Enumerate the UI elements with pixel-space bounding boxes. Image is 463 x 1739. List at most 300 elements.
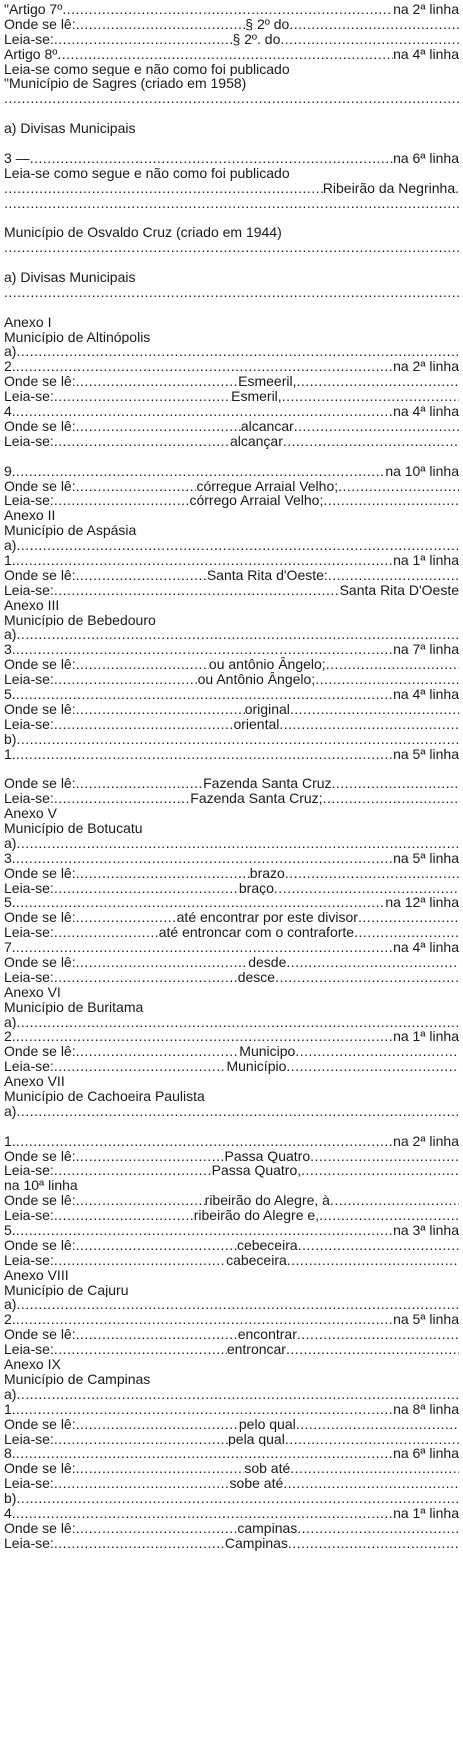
line-text: Leia-se: (4, 433, 54, 449)
dot-leader (280, 32, 459, 47)
errata-line (4, 1432, 459, 1447)
line-text: Leia-se: (4, 716, 54, 732)
errata-line (4, 17, 459, 32)
line-text: Onde se lê: (4, 478, 76, 494)
line-text: Anexo V (4, 806, 57, 821)
errata-line (4, 642, 459, 657)
errata-line (4, 1193, 459, 1208)
line-text: Municipo (239, 1044, 296, 1060)
errata-line (4, 955, 459, 970)
line-text: Onde se lê: (4, 374, 76, 390)
errata-line (4, 91, 459, 106)
line-text: na 7ª linha (393, 642, 459, 658)
errata-line (4, 732, 459, 747)
dot-leader (76, 1521, 238, 1536)
dot-leader (76, 17, 246, 32)
line-text: córrego Arraial Velho; (189, 493, 324, 509)
line-text: a) Divisas Municipais (4, 270, 136, 285)
line-text: na 5ª linha (393, 746, 459, 762)
errata-line (4, 583, 459, 598)
line-text: campinas (237, 1520, 298, 1536)
errata-line (4, 657, 459, 672)
dot-leader (279, 717, 459, 732)
dot-leader (16, 1506, 393, 1521)
line-text: Onde se lê: (4, 910, 76, 926)
dot-leader (290, 1461, 459, 1476)
dot-leader (54, 32, 233, 47)
dot-leader (16, 895, 386, 910)
errata-line (4, 985, 459, 1000)
line-text: Anexo II (4, 508, 56, 524)
dot-leader (54, 881, 239, 896)
line-text: na 5ª linha (393, 1312, 459, 1328)
errata-line (4, 1059, 459, 1074)
errata-line (4, 62, 459, 77)
line-text: ou Antônio Ângelo; (197, 672, 316, 687)
line-text: na 5ª linha (393, 850, 459, 866)
line-text: "Município de Sagres (criado em 1958) (4, 76, 247, 92)
line-text: Leia-se: (4, 1163, 54, 1179)
errata-line (4, 389, 459, 404)
dot-leader (76, 479, 197, 494)
line-text: Município de Aspásia (4, 523, 137, 539)
dot-leader (16, 836, 459, 851)
line-text: Onde se lê: (4, 16, 76, 32)
line-text: 3. (4, 850, 16, 866)
dot-leader (16, 940, 393, 955)
dot-leader (315, 672, 459, 687)
line-text: 2. (4, 1029, 16, 1045)
line-text: Leia-se: (4, 672, 54, 687)
line-text: Leia-se: (4, 925, 54, 941)
dot-leader (16, 538, 459, 553)
dot-leader (76, 955, 249, 970)
line-text: Município de Cajuru (4, 1282, 129, 1298)
line-text: Passa Quatro, (211, 1163, 302, 1179)
line-text: a) (4, 1297, 17, 1313)
line-text: Onde se lê: (4, 701, 76, 717)
dot-leader (76, 702, 245, 717)
blank-line (4, 300, 459, 315)
errata-line (4, 940, 459, 955)
line-text: b) (4, 1491, 17, 1506)
dot-leader (296, 374, 459, 389)
line-text: Leia-se: (4, 969, 54, 985)
errata-line (4, 553, 459, 568)
errata-line (4, 1387, 459, 1402)
errata-line (4, 1536, 459, 1551)
dot-leader (54, 791, 190, 806)
line-text: Município de Osvaldo Cruz (criado em 1944) (4, 225, 282, 241)
dot-leader (16, 553, 393, 568)
blank-line (4, 136, 459, 151)
line-text: na 2ª linha (393, 2, 459, 17)
line-text: a) (4, 1386, 17, 1402)
errata-line (4, 1223, 459, 1238)
line-text: Onde se lê: (4, 1148, 76, 1164)
line-text: Passa Quatro (224, 1148, 311, 1164)
dot-leader (16, 851, 393, 866)
line-text: na 4ª linha (393, 940, 459, 955)
line-text: Anexo VI (4, 984, 61, 1000)
dot-leader (330, 1193, 459, 1208)
dot-leader (323, 791, 459, 806)
line-text: na 3ª linha (393, 1223, 459, 1238)
dot-leader (16, 642, 393, 657)
blank-line (4, 210, 459, 225)
dot-leader (54, 1342, 227, 1357)
dot-leader (76, 374, 239, 389)
dot-leader (54, 1208, 194, 1223)
dot-leader (16, 747, 393, 762)
dot-leader (76, 1044, 240, 1059)
line-text: cebeceira (236, 1237, 298, 1253)
dot-leader (274, 881, 459, 896)
dot-leader (57, 47, 393, 62)
dot-leader (282, 389, 459, 404)
dot-leader (54, 1163, 212, 1178)
line-text: Município de Bebedouro (4, 612, 156, 628)
dot-leader (16, 732, 459, 747)
errata-line (4, 523, 459, 538)
errata-line (4, 1029, 459, 1044)
line-text: na 6ª linha (393, 150, 459, 166)
line-text: Onde se lê: (4, 567, 76, 583)
blank-line (4, 449, 459, 464)
errata-line (4, 479, 459, 494)
line-text: 1. (4, 552, 16, 568)
errata-line (4, 568, 459, 583)
dot-leader (54, 1476, 230, 1491)
line-text: 5. (4, 686, 16, 702)
line-text: Leia-se como segue e não como foi publicado (4, 165, 290, 181)
dot-leader (286, 1059, 459, 1074)
dot-leader (54, 970, 238, 985)
line-text: Onde se lê: (4, 1044, 76, 1060)
dot-leader (4, 181, 323, 196)
dot-leader (286, 955, 459, 970)
dot-leader (4, 240, 459, 255)
line-text: Onde se lê: (4, 418, 76, 434)
errata-line (4, 1104, 459, 1119)
errata-line (4, 1149, 459, 1164)
line-text: córregue Arraial Velho; (196, 478, 339, 494)
line-text: Anexo I (4, 314, 52, 330)
dot-leader (286, 1342, 459, 1357)
errata-line (4, 836, 459, 851)
line-text: Município de Buritama (4, 999, 144, 1015)
dot-leader (296, 1417, 459, 1432)
blank-line (4, 761, 459, 776)
dot-leader (54, 1253, 226, 1268)
line-text: a) (4, 835, 17, 851)
line-text: Santa Rita d'Oeste: (206, 567, 328, 583)
errata-line (4, 225, 459, 240)
errata-line (4, 1283, 459, 1298)
dot-leader (275, 970, 459, 985)
dot-leader (76, 1238, 237, 1253)
errata-line (4, 434, 459, 449)
dot-leader (54, 672, 198, 687)
line-text: Onde se lê: (4, 776, 76, 792)
line-text: sob até (244, 1461, 291, 1477)
errata-line (4, 1253, 459, 1268)
errata-line (4, 1000, 459, 1015)
line-text: a) (4, 1103, 17, 1119)
errata-line (4, 881, 459, 896)
line-text: a) (4, 1014, 17, 1030)
line-text: Onde se lê: (4, 1416, 76, 1432)
errata-line (4, 895, 459, 910)
line-text: na 10ª linha (4, 1178, 78, 1194)
line-text: Município de Altinópolis (4, 329, 151, 345)
dot-leader (16, 1015, 459, 1030)
dot-leader (16, 359, 393, 374)
errata-line (4, 1134, 459, 1149)
dot-leader (16, 1134, 393, 1149)
line-text: desde (248, 955, 287, 970)
dot-leader (76, 776, 204, 791)
dot-leader (297, 1521, 459, 1536)
dot-leader (76, 1149, 225, 1164)
dot-leader (76, 419, 241, 434)
line-text: Município (226, 1059, 287, 1075)
line-text: cabeceira (226, 1252, 287, 1268)
errata-line (4, 1476, 459, 1491)
line-text: alcançar (229, 433, 283, 449)
dot-leader (76, 910, 177, 925)
errata-line (4, 925, 459, 940)
dot-leader (16, 1029, 393, 1044)
dot-leader (54, 583, 340, 598)
errata-line (4, 1268, 459, 1283)
line-text: na 1ª linha (393, 1029, 459, 1045)
dot-leader (290, 702, 459, 717)
errata-line (4, 508, 459, 523)
line-text: 2. (4, 1312, 16, 1328)
line-text: 7. (4, 940, 16, 955)
line-text: Leia-se: (4, 880, 54, 896)
line-text: 9. (4, 463, 16, 479)
line-text: Onde se lê: (4, 1237, 76, 1253)
line-text: sobe até (229, 1476, 284, 1492)
line-text: pelo qual (238, 1416, 296, 1432)
dot-leader (289, 17, 459, 32)
line-text: na 12ª linha (385, 895, 459, 911)
errata-line (4, 821, 459, 836)
line-text: na 1ª linha (393, 552, 459, 568)
errata-line (4, 47, 459, 62)
line-text: Anexo VIII (4, 1267, 69, 1283)
errata-line (4, 598, 459, 613)
errata-line (4, 717, 459, 732)
errata-line (4, 270, 459, 285)
dot-leader (4, 91, 459, 106)
errata-line (4, 970, 459, 985)
errata-line (4, 702, 459, 717)
dot-leader (358, 910, 459, 925)
line-text: a) (4, 627, 17, 643)
dot-leader (301, 1163, 459, 1178)
line-text: Leia-se como segue e não como foi publicado (4, 61, 290, 77)
line-text: Santa Rita D'Oeste (339, 582, 459, 598)
errata-line (4, 1491, 459, 1506)
dot-leader (76, 1417, 239, 1432)
dot-leader (76, 1461, 245, 1476)
line-text: na 10ª linha (385, 463, 459, 479)
dot-leader (319, 1208, 459, 1223)
dot-leader (283, 1476, 459, 1491)
dot-leader (16, 1223, 393, 1238)
dot-leader (16, 1104, 459, 1119)
dot-leader (54, 434, 230, 449)
errata-line (4, 1372, 459, 1387)
line-text: Fazenda Santa Cruz (203, 776, 332, 792)
line-text: ribeirão do Alegre, à (204, 1193, 330, 1209)
line-text: até encontrar por este divisor (176, 910, 358, 926)
errata-line (4, 687, 459, 702)
line-text: Ribeirão da Negrinha. (322, 180, 459, 196)
blank-line (4, 106, 459, 121)
line-text: brazo (249, 865, 285, 881)
line-text: ribeirão do Alegre e, (193, 1208, 320, 1224)
errata-line (4, 1015, 459, 1030)
dot-leader (287, 1253, 459, 1268)
dot-leader (76, 1193, 205, 1208)
dot-leader (30, 151, 393, 166)
line-text: desce (237, 969, 276, 985)
errata-line (4, 32, 459, 47)
dot-leader (76, 568, 207, 583)
dot-leader (4, 285, 459, 300)
dot-leader (283, 434, 459, 449)
line-text: 5. (4, 1223, 16, 1238)
errata-line (4, 1208, 459, 1223)
dot-leader (298, 1238, 459, 1253)
errata-line (4, 866, 459, 881)
errata-line (4, 1521, 459, 1536)
dot-leader (295, 1044, 459, 1059)
errata-line (4, 330, 459, 345)
line-text: Leia-se: (4, 1342, 54, 1358)
line-text: na 2ª linha (393, 1133, 459, 1149)
line-text: Esmeeril, (238, 374, 297, 390)
errata-line (4, 1506, 459, 1521)
line-text: na 8ª linha (393, 1401, 459, 1417)
line-text: na 4ª linha (393, 46, 459, 62)
errata-line (4, 196, 459, 211)
line-text: Onde se lê: (4, 1327, 76, 1343)
line-text: 3 — (4, 150, 30, 166)
line-text: até entroncar com o contraforte (158, 925, 355, 941)
line-text: na 2ª linha (393, 359, 459, 375)
line-text: § 2º do (245, 16, 290, 32)
line-text: 2. (4, 359, 16, 375)
line-text: na 6ª linha (393, 1446, 459, 1462)
line-text: braço (238, 880, 274, 896)
line-text: 5. (4, 895, 16, 911)
errata-line (4, 776, 459, 791)
errata-line (4, 2, 459, 17)
line-text: a) Divisas Municipais (4, 121, 136, 137)
dot-leader (54, 1059, 227, 1074)
line-text: encontrar (237, 1327, 297, 1343)
line-text: alcancar (240, 418, 294, 434)
line-text: Onde se lê: (4, 1461, 76, 1477)
line-text: b) (4, 731, 17, 747)
dot-leader (16, 1387, 459, 1402)
dot-leader (285, 866, 459, 881)
errata-line (4, 1417, 459, 1432)
dot-leader (285, 1432, 459, 1447)
errata-line (4, 419, 459, 434)
line-text: Onde se lê: (4, 865, 76, 881)
dot-leader (54, 717, 234, 732)
dot-leader (294, 419, 459, 434)
line-text: Onde se lê: (4, 1193, 76, 1209)
line-text: Município de Cachoeira Paulista (4, 1089, 205, 1104)
line-text: Leia-se: (4, 1252, 54, 1268)
line-text: Esmeril, (231, 389, 282, 405)
line-text: 8. (4, 1446, 16, 1462)
errata-line (4, 464, 459, 479)
dot-leader (16, 1297, 459, 1312)
dot-leader (323, 493, 459, 508)
dot-leader (62, 2, 393, 17)
errata-line (4, 1297, 459, 1312)
line-text: Onde se lê: (4, 955, 76, 970)
line-text: 1. (4, 1133, 16, 1149)
dot-leader (297, 1327, 459, 1342)
line-text: na 4ª linha (393, 686, 459, 702)
errata-line (4, 791, 459, 806)
line-text: Anexo III (4, 597, 60, 613)
line-text: Leia-se: (4, 791, 54, 807)
line-text: Município de Campinas (4, 1371, 151, 1387)
errata-line (4, 76, 459, 91)
dot-leader (54, 925, 159, 940)
errata-line (4, 151, 459, 166)
line-text: ou antônio Ângelo; (208, 657, 326, 673)
line-text: 3. (4, 642, 16, 658)
dot-leader (326, 657, 459, 672)
dot-leader (16, 1312, 393, 1327)
errata-line (4, 1342, 459, 1357)
dot-leader (76, 1327, 238, 1342)
errata-line (4, 1178, 459, 1193)
line-text: Campinas (224, 1535, 288, 1551)
line-text: 1. (4, 746, 16, 762)
line-text: Anexo IX (4, 1357, 61, 1372)
errata-line (4, 806, 459, 821)
line-text: Município de Botucatu (4, 820, 143, 836)
dot-leader (54, 1432, 228, 1447)
dot-leader (54, 493, 190, 508)
errata-line (4, 1327, 459, 1342)
errata-line (4, 240, 459, 255)
dot-leader (310, 1149, 459, 1164)
errata-line (4, 1312, 459, 1327)
line-text: Fazenda Santa Cruz; (190, 791, 323, 807)
errata-line (4, 1461, 459, 1476)
dot-leader (4, 196, 459, 211)
errata-line (4, 1446, 459, 1461)
errata-line (4, 1402, 459, 1417)
line-text: original (244, 701, 290, 717)
line-text: § 2º. do (232, 31, 281, 47)
dot-leader (54, 1536, 225, 1551)
dot-leader (332, 776, 459, 791)
